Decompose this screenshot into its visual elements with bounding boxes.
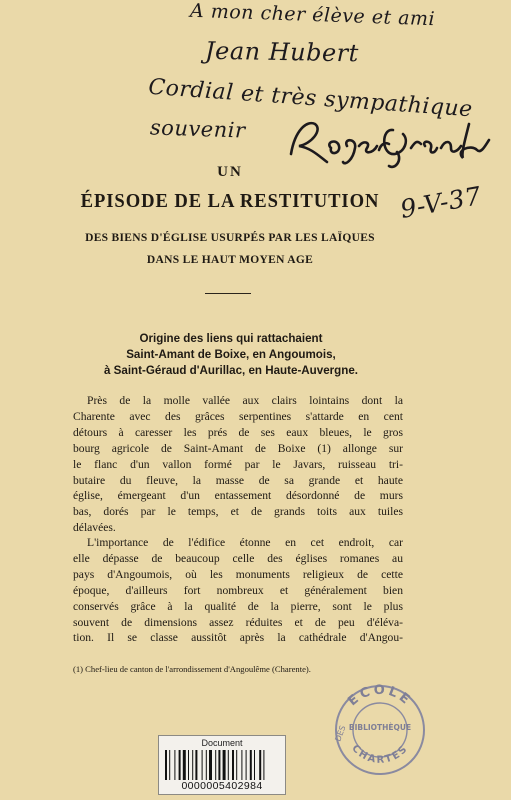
subtitle-line-1: DES BIENS D'ÉGLISE USURPÉS PAR LES LAÏQUES — [85, 232, 375, 244]
barcode-bar — [215, 750, 216, 780]
barcode-bar — [174, 750, 175, 780]
barcode-header: Document — [201, 738, 243, 748]
title-divider — [205, 293, 251, 294]
barcode-number: 0000005402984 — [181, 780, 263, 792]
library-stamp-seal — [330, 680, 430, 780]
dedication-line-4: souvenir — [149, 115, 246, 143]
text-line: le flanc d'un vallon formé par le Javars, ruisseau tri- — [73, 457, 403, 471]
text-line: butaire du fleuve, la masse de sa grande et haute — [73, 473, 403, 487]
dedication-line-1: A mon cher élève et ami — [189, 0, 436, 31]
barcode-graphic — [165, 750, 279, 780]
text-line: bas, dorés par le temps, et de grands toits aux tuiles — [73, 505, 403, 519]
barcode-bar — [241, 750, 242, 780]
text-line: bourg agricole de Saint-Amant de Boixe (1) allonge sur — [73, 441, 403, 455]
text-line: elle dépasse de beaucoup celle des églises romanes au — [73, 551, 403, 565]
barcode-bar — [254, 750, 255, 780]
barcode-bar — [232, 750, 234, 780]
barcode-bar — [250, 750, 252, 780]
barcode-bar — [259, 750, 261, 780]
text-line: souvent de dimensions assez réduites et de peu d'éléva- — [73, 615, 403, 629]
section-heading-line-1: Origine des liens qui rattachaient — [139, 332, 323, 345]
barcode-bar — [236, 750, 237, 780]
section-heading-line-2: Saint-Amant de Boixe, en Angoumois, — [126, 348, 336, 361]
svg-text:DES: DES — [333, 724, 348, 743]
barcode-bar — [246, 750, 247, 780]
text-line: conservés grâce à la qualité de la pierre, sont le plus — [73, 599, 403, 613]
barcode-bar — [179, 750, 181, 780]
barcode-bar — [188, 750, 189, 780]
barcode-bar — [206, 750, 207, 780]
barcode-bar — [183, 750, 186, 780]
barcode-bar — [228, 750, 229, 780]
barcode-bar — [223, 750, 226, 780]
barcode-bar — [209, 750, 212, 780]
dedication-line-2: Jean Hubert — [204, 36, 360, 68]
barcode-bar — [263, 750, 264, 780]
text-line: tion. Il se classe aussitôt après la cathédrale d'Angou- — [73, 631, 403, 645]
barcode-bar — [195, 750, 197, 780]
handwritten-date: 9-V-37 — [398, 181, 484, 224]
text-line: église, émergeant d'un entassement désordonné de murs — [73, 489, 403, 503]
handwritten-signature — [285, 110, 495, 172]
paragraph-2 — [73, 535, 403, 646]
text-line: délavées. — [73, 521, 116, 535]
text-line: pays d'Angoumois, où les monuments religieux de cette — [73, 567, 403, 581]
barcode-bar — [192, 750, 193, 780]
barcode-bar — [165, 750, 167, 780]
barcode-label — [158, 735, 286, 795]
svg-text:ECOLE: ECOLE — [345, 682, 415, 710]
text-line: Charente avec des grâces serpentines s'attarde en cent — [73, 409, 403, 423]
paragraph-1 — [73, 393, 403, 536]
footnote: (1) Chef-lieu de canton de l'arrondissement d'Angoulême (Charente). — [73, 664, 311, 674]
section-heading-line-3: à Saint-Géraud d'Aurillac, en Haute-Auvergne. — [103, 364, 358, 377]
text-line: L'importance de l'édifice étonne en cet endroit, car — [87, 536, 403, 549]
page-title: ÉPISODE DE LA RESTITUTION — [80, 190, 380, 212]
text-line: Près de la molle vallée aux clairs lointains dont la — [87, 394, 403, 407]
title-un: UN — [217, 164, 243, 180]
text-line: détours à caresser les prés de ses eaux bleues, le gros — [73, 425, 403, 439]
svg-text:BIBLIOTHÈQUE: BIBLIOTHÈQUE — [348, 723, 412, 732]
svg-text:CHARTES: CHARTES — [349, 742, 411, 766]
barcode-bar — [218, 750, 220, 780]
text-line: époque, d'ailleurs fort nombreux et généralement bien — [73, 583, 403, 597]
barcode-bar — [169, 750, 170, 780]
dedication-line-3: Cordial et très sympathique — [147, 74, 474, 123]
barcode-bar — [202, 750, 203, 780]
subtitle-line-2: DANS LE HAUT MOYEN AGE — [146, 254, 314, 266]
